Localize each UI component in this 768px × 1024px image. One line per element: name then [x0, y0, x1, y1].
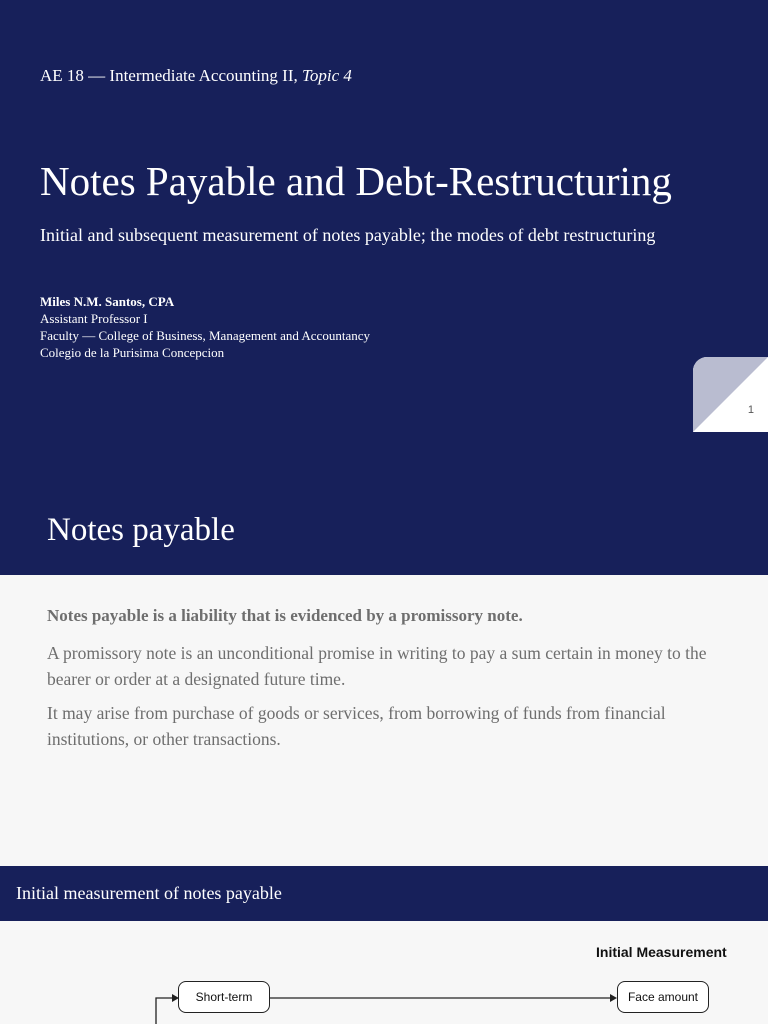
course-prefix: AE 18 — Intermediate Accounting II, [40, 66, 303, 85]
arrowhead-face-amount [610, 994, 617, 1002]
initial-measurement-heading: Initial measurement of notes payable [16, 883, 282, 903]
paragraph-origin: It may arise from purchase of goods or services, from borrowing of funds from financial institutions, or other transactions. [47, 703, 666, 749]
paragraph-promissory-note: A promissory note is an unconditional promise in writing to pay a sum certain in money to the bearer or order at a designated future time. [47, 643, 707, 689]
author-name: Miles N.M. Santos, CPA [40, 294, 175, 309]
author-institution: Colegio de la Purisima Concepcion [40, 345, 225, 360]
left-bracket-line [156, 998, 172, 1024]
initial-measurement-header [0, 866, 768, 921]
author-block [40, 293, 370, 361]
course-topic: Topic 4 [302, 66, 352, 85]
diagram-title: Initial Measurement [596, 944, 727, 960]
author-faculty: Faculty — College of Business, Management and Accountancy [40, 328, 370, 343]
page-fold-icon [693, 357, 768, 432]
presentation-title: Notes Payable and Debt-Restructuring [40, 158, 672, 204]
face-amount-node: Face amount [617, 981, 709, 1013]
page-number-tab [693, 357, 768, 432]
notes-payable-heading: Notes payable [47, 512, 235, 548]
course-line [40, 66, 352, 86]
notes-payable-content [47, 606, 727, 760]
page-number: 1 [747, 404, 754, 416]
presentation-subtitle: Initial and subsequent measurement of notes payable; the modes of debt restructuring [40, 225, 656, 245]
short-term-node: Short-term [178, 981, 270, 1013]
definition-lead: Notes payable is a liability that is evidenced by a promissory note. [47, 606, 523, 625]
author-position: Assistant Professor I [40, 311, 148, 326]
